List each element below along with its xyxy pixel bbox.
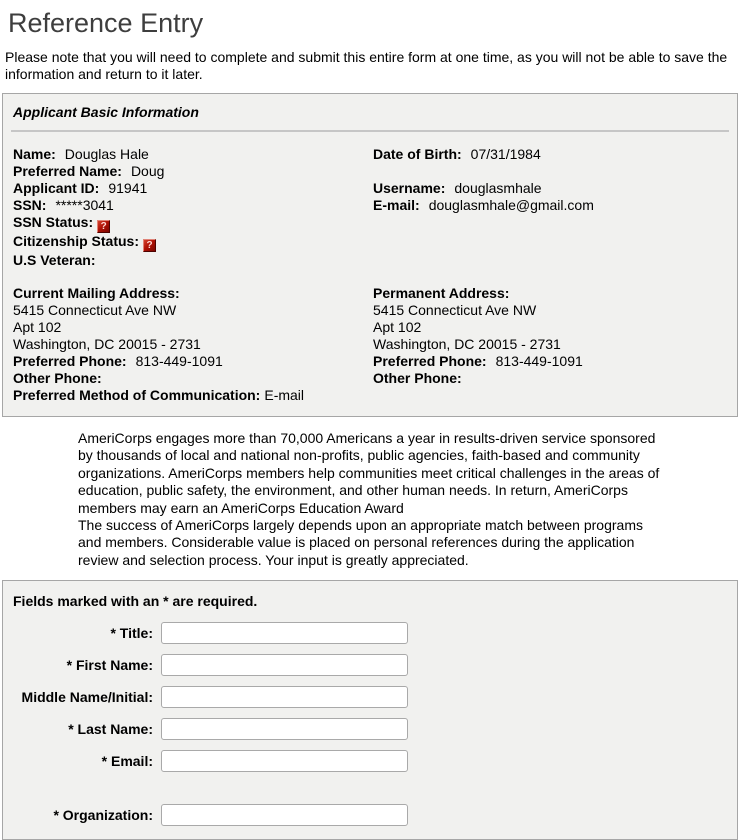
last-name-field-row [3, 718, 737, 740]
us-veteran-row [13, 252, 373, 269]
username-row [373, 180, 727, 197]
preferred-phone-label: Preferred Phone: [13, 353, 127, 369]
title-field-row [3, 622, 737, 644]
preferred-method-row [13, 387, 373, 404]
applicant-info-left [13, 146, 373, 269]
intro-note: Please note that you will need to complete and submit this entire form at one time, as you will not be able to save the information and return to it later. [5, 49, 728, 82]
ssn-status-row [13, 214, 373, 233]
date-of-birth-label: Date of Birth: [373, 146, 462, 162]
middle-name-input[interactable] [161, 686, 408, 708]
last-name-field-label: * Last Name: [68, 721, 153, 738]
address-columns [3, 285, 737, 404]
organization-input[interactable] [161, 804, 408, 826]
ssn-label: SSN: [13, 197, 47, 213]
permanent-preferred-phone-row [373, 353, 727, 370]
preferred-phone-value: 813-449-1091 [495, 353, 583, 369]
name-value: Douglas Hale [64, 146, 149, 162]
preferred-method-value: E-mail [264, 387, 305, 403]
citizenship-status-help-icon[interactable]: ? [143, 239, 156, 252]
username-value: douglasmhale [454, 180, 542, 196]
username-label: Username: [373, 180, 446, 196]
applicant-id-row [13, 180, 373, 197]
email-field-label: * Email: [101, 753, 153, 770]
address-line: 5415 Connecticut Ave NW [13, 302, 177, 318]
other-phone-label: Other Phone: [373, 370, 462, 386]
current-preferred-phone-row [13, 353, 373, 370]
last-name-input[interactable] [161, 718, 408, 740]
first-name-field-label: * First Name: [66, 657, 153, 674]
organization-field-row [3, 804, 737, 826]
current-mailing-address-block [13, 285, 373, 404]
other-phone-label: Other Phone: [13, 370, 102, 386]
applicant-info-right [373, 146, 727, 269]
us-veteran-label: U.S Veteran: [13, 252, 96, 268]
email-label: E-mail: [373, 197, 420, 213]
name-row [13, 146, 373, 163]
citizenship-status-row [13, 233, 373, 252]
current-other-phone-row [13, 370, 373, 387]
middle-name-field-row [3, 686, 737, 708]
title-input[interactable] [161, 622, 408, 644]
address-line: 5415 Connecticut Ave NW [373, 302, 537, 318]
ssn-status-label: SSN Status: [13, 214, 94, 230]
preferred-name-label: Preferred Name: [13, 163, 122, 179]
applicant-id-label: Applicant ID: [13, 180, 100, 196]
permanent-address-block [373, 285, 727, 404]
citizenship-status-label: Citizenship Status: [13, 233, 140, 249]
email-row [373, 197, 727, 214]
permanent-other-phone-row [373, 370, 727, 387]
email-value: douglasmhale@gmail.com [428, 197, 594, 213]
date-of-birth-value: 07/31/1984 [470, 146, 541, 162]
permanent-address-label: Permanent Address: [373, 285, 510, 301]
email-field-row [3, 750, 737, 772]
address-line: Apt 102 [373, 319, 422, 335]
applicant-basic-info-section [2, 93, 738, 417]
organization-field-label: * Organization: [53, 807, 153, 824]
applicant-id-value: 91941 [108, 180, 148, 196]
title-field-label: * Title: [110, 625, 153, 642]
americorps-description [78, 430, 668, 569]
current-address-label: Current Mailing Address: [13, 285, 180, 301]
blank-row [373, 163, 727, 180]
description-paragraph-2: The success of AmeriCorps largely depends upon an appropriate match between programs and members. Considerable value is placed on personal references during the application review and selection process. Your input is greatly appreciated. [78, 517, 643, 568]
first-name-field-row [3, 654, 737, 676]
ssn-row [13, 197, 373, 214]
section-divider [11, 130, 729, 132]
ssn-status-help-icon[interactable]: ? [97, 220, 110, 233]
middle-name-field-label: Middle Name/Initial: [21, 689, 153, 706]
address-line: Washington, DC 20015 - 2731 [13, 336, 201, 352]
name-label: Name: [13, 146, 56, 162]
required-fields-note: Fields marked with an * are required. [13, 593, 258, 610]
spacer [3, 269, 737, 285]
section-title: Applicant Basic Information [13, 104, 199, 120]
address-line: Washington, DC 20015 - 2731 [373, 336, 561, 352]
reference-form-section [2, 580, 738, 840]
preferred-name-value: Doug [130, 163, 165, 179]
applicant-info-columns [3, 146, 737, 269]
ssn-value: *****3041 [55, 197, 114, 213]
preferred-phone-label: Preferred Phone: [373, 353, 487, 369]
description-paragraph-1: AmeriCorps engages more than 70,000 Americans a year in results-driven service sponsored by thousands of local and national non-profits, public agencies, faith-based and community organizations. AmeriCorps members help communities meet critical challenges in the areas of education, public safety, the environment, and other human needs. In return, AmeriCorps members may earn an AmeriCorps Education Award [78, 430, 660, 516]
email-input[interactable] [161, 750, 408, 772]
preferred-name-row [13, 163, 373, 180]
preferred-phone-value: 813-449-1091 [135, 353, 223, 369]
preferred-method-label: Preferred Method of Communication: [13, 387, 261, 403]
date-of-birth-row [373, 146, 727, 163]
address-line: Apt 102 [13, 319, 62, 335]
first-name-input[interactable] [161, 654, 408, 676]
page-title: Reference Entry [8, 8, 204, 38]
